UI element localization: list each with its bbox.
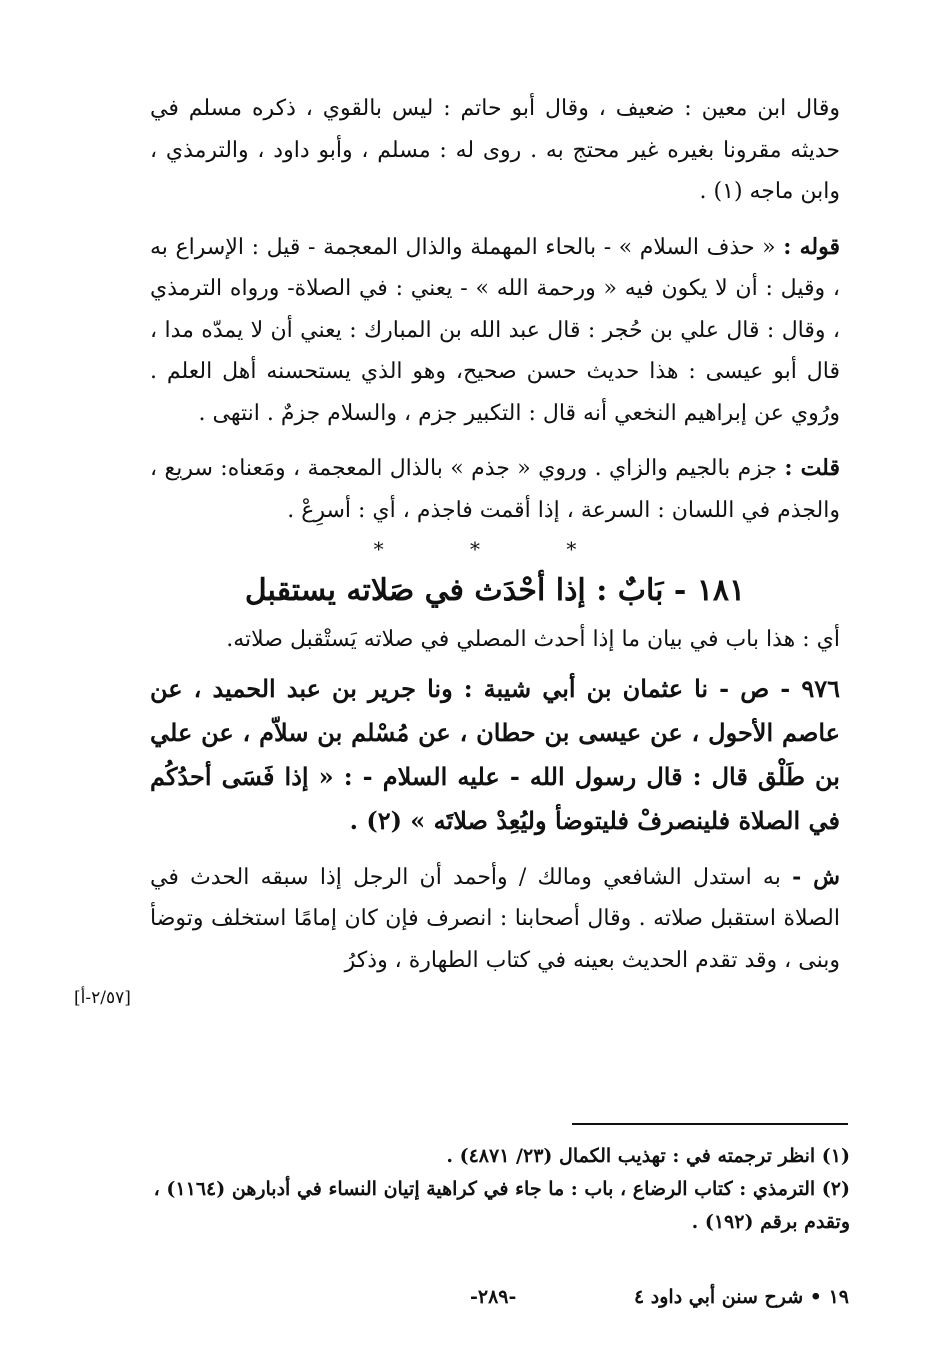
hadith-text: ٩٧٦ - ص - نا عثمان بن أبي شيبة : ونا جرير بن عبد الحميد ، عن عاصم الأحول ، عن عيسى بن حطان ، عن مُسْلم بن سلاّم ، عن علي بن طَلْق قال : قال رسول الله - عليه السلام - : « إذا فَسَى أحدُكُم في الصلاة فلينصرفْ فليتوضأ وليُعِدْ صلاتَه » (٢) .	[150, 673, 840, 835]
paragraph-sharh	[150, 857, 840, 982]
chapter-title: ١٨١ - بَابٌ : إذا أحْدَث في صَلاته يستقبل	[244, 573, 746, 608]
footnotes	[150, 1140, 850, 1239]
qawluh-label: قوله :	[783, 233, 840, 260]
footnote-1: (١) انظر ترجمته في : تهذيب الكمال (٢٣/ ٤٨٧١) .	[446, 1145, 850, 1167]
paragraph-biography: وقال ابن معين : ضعيف ، وقال أبو حاتم : ليس بالقوي ، ذكره مسلم في حديثه مقرونا بغيره غير محتج به . روى له : مسلم ، وأبو داود ، والترمذي ، وابن ماجه (١) .	[150, 96, 840, 204]
page-footer	[0, 1286, 937, 1326]
chapter-explanation: أي : هذا باب في بيان ما إذا أحدث المصلي في صلاته يَستْقبل صلاته.	[226, 627, 840, 652]
page-body	[150, 88, 840, 981]
footnote-2: (٢) الترمذي : كتاب الرضاع ، باب : ما جاء في كراهية إتيان النساء في أدبارهن (١١٦٤) ، وتقدم برقم (١٩٢) .	[153, 1178, 850, 1233]
sharh-label: ش -	[792, 863, 840, 890]
qultu-text: جزم بالجيم والزاي . وروي « جذم » بالذال المعجمة ، ومَعناه: سريع ، والجذم في اللسان : السرعة ، إذا أقمت فاجذم ، أي : أسرِعْ .	[150, 456, 840, 523]
book-title-footer: ١٩ • شرح سنن أبي داود ٤	[633, 1286, 849, 1308]
page-number: -٢٨٩-	[470, 1286, 517, 1308]
sharh-text: به استدل الشافعي ومالك / وأحمد أن الرجل إذا سبقه الحدث في الصلاة استقبل صلاته . وقال أصحابنا : انصرف فإن كان إمامًا استخلف وتوضأ وبنى ، وقد تقدم الحديث بعينه في كتاب الطهارة ، وذكرُ	[150, 864, 840, 973]
section-separator: * * *	[373, 537, 617, 561]
footnote-divider	[572, 1123, 848, 1125]
paragraph-qultu	[150, 448, 840, 531]
manuscript-folio-reference: [٢/٥٧-أ]	[74, 988, 131, 1008]
qawluh-text: « حذف السلام » - بالحاء المهملة والذال المعجمة - قيل : الإسراع به ، وقيل : أن لا يكون فيه « ورحمة الله » - يعني : في الصلاة- ورواه الترمذي ، وقال : قال علي بن حُجر : قال عبد الله بن المبارك : يعني أن لا يمدّه مدا ، قال أبو عيسى : هذا حديث حسن صحيح، وهو الذي يستحسنه أهل العلم . ورُوي عن إبراهيم النخعي أنه قال : التكبير جزم ، والسلام جزمٌ . انتهى .	[150, 234, 840, 426]
paragraph-commentary-qawluh	[150, 227, 840, 435]
qultu-label: قلت :	[784, 455, 840, 481]
